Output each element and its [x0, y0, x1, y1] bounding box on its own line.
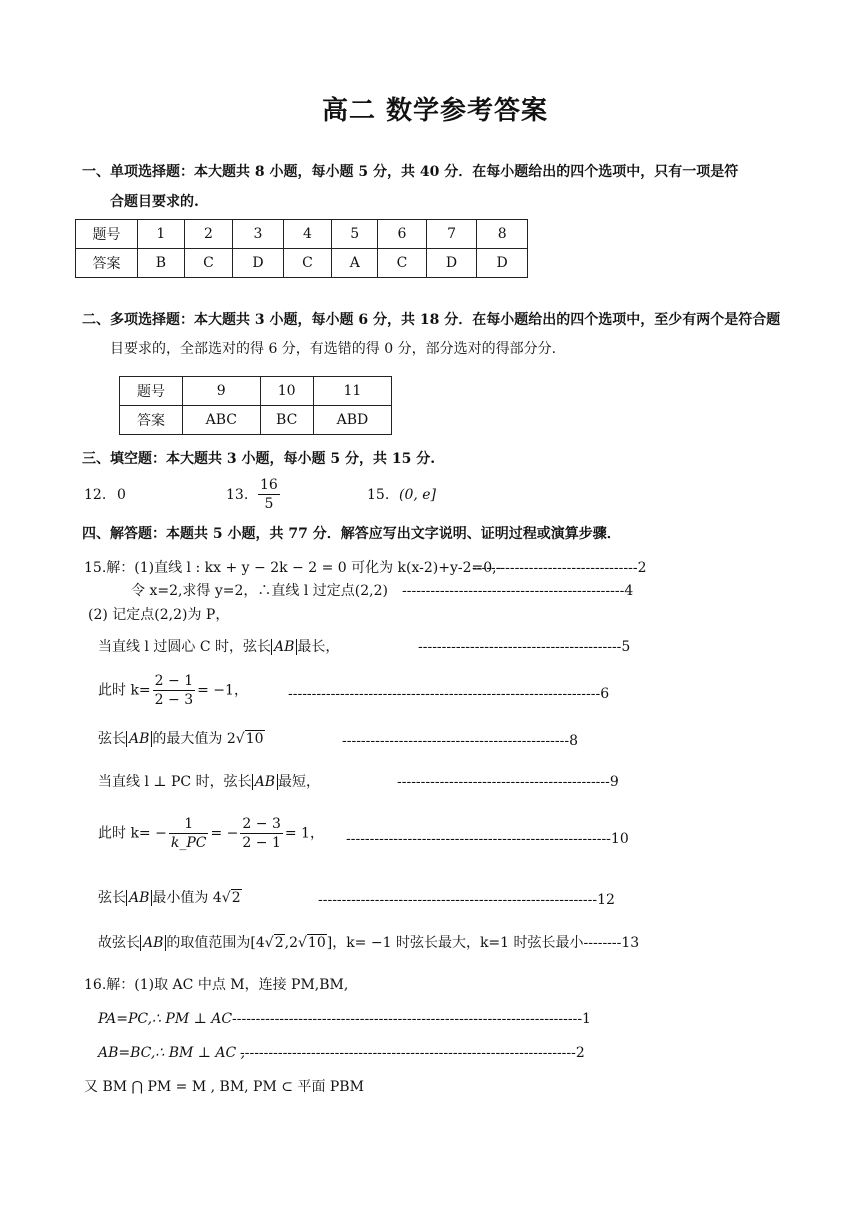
q16-line-2: PA=PC,∴ PM ⊥ AC [98, 1011, 233, 1027]
text: 最短， [277, 774, 320, 790]
text: 故弦长 [98, 935, 140, 951]
fraction-denominator: k_PC [170, 835, 207, 851]
q16-line-1: 16.解：(1)取 AC 中点 M，连接 PM,BM, [84, 977, 349, 993]
sqrt-radicand: 10 [307, 935, 326, 951]
table-cell: 题号 [76, 220, 138, 249]
answer-13-fraction [256, 476, 282, 513]
sqrt-radicand: 10 [245, 731, 264, 747]
table-cell: C [378, 249, 426, 278]
table-cell: 5 [332, 220, 378, 249]
table-cell: 3 [233, 220, 284, 249]
fraction-denominator: 5 [264, 496, 274, 512]
abs-ab: AB [271, 639, 297, 655]
text: 此时 k= [98, 682, 151, 699]
sqrt-sign: √ [221, 890, 231, 906]
table-row [120, 377, 392, 406]
score-marker: -------------------------------------------5 [418, 639, 631, 655]
q15-line-9 [98, 888, 242, 908]
table-cell: C [283, 249, 331, 278]
abs-ab: AB [126, 890, 152, 906]
q15-line-2: 令 x=2,求得 y=2，∴直线 l 过定点(2,2) [131, 583, 388, 599]
table-cell: 7 [426, 220, 477, 249]
answer-13-number: 13. [226, 487, 249, 503]
fraction-numerator: 2 − 1 [154, 673, 194, 689]
text: 当直线 l 过圆心 C 时，弦长 [98, 639, 271, 655]
table-row [120, 406, 392, 435]
table-row [76, 220, 528, 249]
score-marker: ------------------------------------------------------------------6 [288, 686, 610, 702]
q15-line-10 [98, 933, 639, 953]
score-marker: -----------------------------------------------------------12 [318, 892, 615, 908]
text: 最小值为 4 [152, 890, 222, 906]
sqrt-sign: √ [264, 935, 274, 951]
answer-14-number: 15. [367, 487, 390, 503]
fraction-numerator: 1 [169, 815, 209, 834]
table-cell: ABC [183, 406, 261, 435]
score-marker: ------------------------------------------------8 [342, 733, 578, 749]
section3-heading: 三、填空题：本大题共 3 小题，每小题 5 分，共 15 分. [82, 451, 436, 467]
table-cell: 1 [138, 220, 185, 249]
table-cell: 11 [313, 377, 391, 406]
answer-12-value: 0 [117, 487, 126, 503]
table-cell: 8 [477, 220, 528, 249]
text: = 1， [284, 825, 324, 842]
table-cell: ABD [313, 406, 391, 435]
table-cell: C [184, 249, 232, 278]
sqrt-radicand: 2 [231, 890, 241, 906]
multi-choice-answer-table [119, 376, 392, 435]
text: 的取值范围为[4 [166, 935, 265, 951]
abs-ab: AB [252, 774, 278, 790]
q16-line-3: AB=BC,∴ BM ⊥ AC , [98, 1045, 246, 1061]
q15-line-5 [98, 672, 248, 709]
fraction-denominator: 2 − 3 [154, 692, 194, 708]
abs-ab: AB [126, 731, 152, 747]
score-marker: --------------------------------------------------------------------------1 [232, 1011, 591, 1027]
table-cell: D [477, 249, 528, 278]
text: = −1， [197, 682, 248, 699]
table-cell: 9 [183, 377, 261, 406]
fraction-numerator: 16 [260, 477, 278, 493]
sqrt-radicand: 2 [274, 935, 284, 951]
score-marker: -----------------------------------------------4 [402, 583, 634, 599]
table-cell: A [332, 249, 378, 278]
table-cell: 答案 [76, 249, 138, 278]
text: 此时 k= − [98, 825, 167, 842]
q15-line-1: 15.解：(1)直线 l : kx + y − 2k − 2 = 0 可化为 k(x-2)+y-2=0,- [84, 560, 502, 576]
q15-line-6 [98, 729, 265, 749]
text: 弦长 [98, 731, 126, 747]
table-cell: D [233, 249, 284, 278]
text: 弦长 [98, 890, 126, 906]
single-choice-answer-table [75, 219, 528, 278]
fraction-denominator: 2 − 1 [242, 835, 281, 851]
fraction-numerator: 2 − 3 [242, 816, 281, 832]
section1-heading-cont: 合题目要求的. [110, 194, 199, 210]
abs-ab: AB [140, 935, 166, 951]
page-title: 高二 数学参考答案 [322, 96, 549, 126]
section2-heading-cont: 目要求的，全部选对的得 6 分，有选错的得 0 分，部分选对的得部分分. [110, 341, 557, 357]
q15-line-3: (2) 记定点(2,2)为 P， [88, 607, 230, 623]
q15-line-8 [98, 815, 324, 852]
text: ]，k= −1 时弦长最大，k=1 时弦长最小--------13 [326, 935, 640, 951]
table-cell: 答案 [120, 406, 183, 435]
table-cell: B [138, 249, 185, 278]
table-row [76, 249, 528, 278]
answer-14-value: (0, e] [399, 487, 437, 503]
text: = − [210, 825, 239, 842]
text: ,2 [284, 935, 298, 951]
score-marker: --------------------------------------------------------10 [346, 831, 629, 847]
section1-heading: 一、单项选择题：本大题共 8 小题，每小题 5 分，共 40 分．在每小题给出的四个选项中，只有一项是符 [82, 164, 739, 180]
text: 当直线 l ⊥ PC 时，弦长 [98, 774, 252, 790]
q15-line-7 [98, 772, 320, 792]
sqrt-sign: √ [297, 935, 307, 951]
answer-12-number: 12. [84, 487, 107, 503]
section2-heading: 二、多项选择题：本大题共 3 小题，每小题 6 分，共 18 分．在每小题给出的四个选项中，至少有两个是符合题 [82, 312, 781, 328]
table-cell: 6 [378, 220, 426, 249]
table-cell: 2 [184, 220, 232, 249]
score-marker: -----------------------------------------------------------------------2 [240, 1045, 585, 1061]
table-cell: 10 [260, 377, 313, 406]
q16-line-4: 又 BM ⋂ PM = M , BM, PM ⊂ 平面 PBM [84, 1079, 364, 1095]
text: 的最大值为 2 [152, 731, 236, 747]
table-cell: 4 [283, 220, 331, 249]
section4-heading: 四、解答题：本题共 5 小题，共 77 分．解答应写出文字说明、证明过程或演算步骤． [82, 526, 621, 542]
sqrt-sign: √ [235, 731, 245, 747]
table-cell: D [426, 249, 477, 278]
score-marker: -----------------------------------2 [472, 560, 647, 576]
q15-line-4 [98, 637, 339, 657]
text: 最长， [297, 639, 340, 655]
table-cell: BC [260, 406, 313, 435]
score-marker: ---------------------------------------------9 [397, 774, 619, 790]
table-cell: 题号 [120, 377, 183, 406]
